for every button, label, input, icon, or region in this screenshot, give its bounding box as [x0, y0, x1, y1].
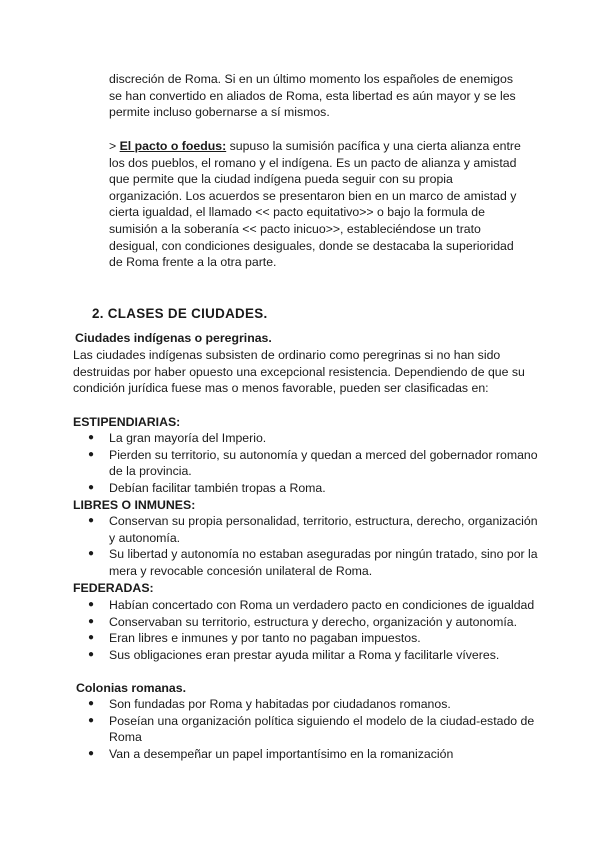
pacto-marker: > [109, 139, 117, 153]
pacto-paragraph [109, 138, 529, 271]
list-item: ● Sus obligaciones eran prestar ayuda militar a Roma y facilitarle víveres. [88, 647, 500, 662]
bullet-icon: ● [88, 548, 95, 560]
category-federadas-label: FEDERADAS: [73, 581, 154, 595]
bullet-icon: ● [88, 432, 95, 443]
bullet-icon: ● [88, 515, 95, 526]
libres-list [73, 513, 543, 579]
bullet-icon: ● [88, 615, 95, 627]
indigenas-heading: Ciudades indígenas o peregrinas. [75, 331, 272, 345]
section-title: 2. CLASES DE CIUDADES. [92, 306, 268, 321]
estipendiarias-list [73, 430, 543, 496]
category-libres-label: LIBRES O INMUNES: [73, 498, 196, 512]
list-item: ● Habían concertado con Roma un verdadero pacto en condiciones de igualdad [88, 598, 535, 612]
bullet-icon: ● [88, 648, 95, 660]
bullet-icon: ● [88, 448, 95, 460]
federadas-list [73, 597, 543, 663]
pacto-term: El pacto o foedus: [119, 139, 227, 153]
bullet-icon: ● [88, 698, 95, 709]
bullet-icon: ● [88, 599, 95, 610]
intro-paragraph: discreción de Roma. Si en un último momento los españoles de enemigos se han convertido en aliados de Roma, esta libertad es aún mayor y se les permite incluso gobernarse a sí mismos. [109, 72, 516, 120]
list-item: ● Debían facilitar también tropas a Roma. [88, 480, 326, 495]
colonias-heading: Colonias romanas. [76, 681, 187, 695]
pacto-text: supuso la sumisión pacífica y una cierta alianza entre los dos pueblos, el romano y el indígena. Es un pacto de alianza y amistad que permite que la ciudad indígena pueda seguir con su propia organización. Los acuerdos se presentaron bien en un marco de amistad y cierta igualdad, el llamado << pacto equitativo>> o bajo la formula de sumisión a la soberanía << pacto inicuo>>, estableciéndose un trato desigual, con condiciones desiguales, donde se destacaba la superioridad de Roma frente a la otra parte. [109, 139, 521, 270]
list-item: ● Son fundadas por Roma y habitadas por ciudadanos romanos. [88, 697, 451, 711]
list-item: ● Eran libres e inmunes y por tanto no pagaban impuestos. [88, 631, 421, 646]
list-item: ● Conservaban su territorio, estructura y derecho, organización y autonomía. [88, 614, 518, 629]
list-item: ● Conservan su propia personalidad, territorio, estructura, derecho, organización y autonomía. [88, 514, 538, 545]
list-item: ● La gran mayoría del Imperio. [88, 431, 267, 445]
list-item: ● Su libertad y autonomía no estaban aseguradas por ningún tratado, sino por la mera y revocable concesión unilateral de Roma. [88, 547, 538, 578]
indigenas-paragraph: Las ciudades indígenas subsisten de ordinario como peregrinas si no han sido destruidas por haber opuesto una excepcional resistencia. Dependiendo de que su condición jurídica fuese mas o menos favorable, pueden ser clasificadas en: [73, 348, 525, 396]
bullet-icon: ● [88, 747, 95, 759]
list-item: ● Pierden su territorio, su autonomía y quedan a merced del gobernador romano de la provincia. [88, 447, 538, 479]
bullet-icon: ● [88, 481, 95, 493]
category-estipendiarias-label: ESTIPENDIARIAS: [73, 415, 181, 429]
list-item: ● Van a desempeñar un papel importantísimo en la romanización [88, 746, 454, 761]
bullet-icon: ● [88, 632, 95, 644]
bullet-icon: ● [88, 714, 95, 726]
list-item: ● Poseían una organización política siguiendo el modelo de la ciudad-estado de Roma [88, 713, 535, 745]
colonias-list [73, 696, 543, 762]
